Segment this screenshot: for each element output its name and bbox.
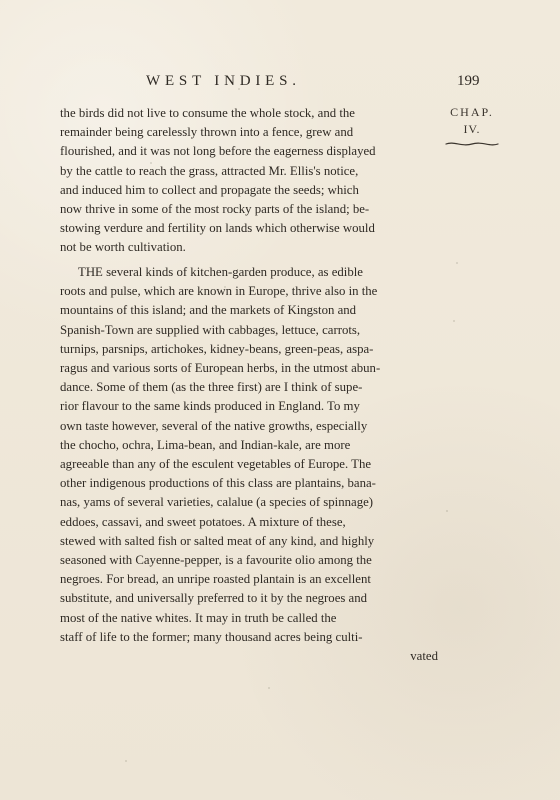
text-line: THE several kinds of kitchen-garden produce, as edible	[78, 265, 363, 279]
text-line: negroes. For bread, an unripe roasted plantain is an excellent	[60, 572, 371, 587]
text-line: Spanish-Town are supplied with cabbages, lettuce, carrots,	[60, 322, 361, 337]
text-line: not be worth cultivation.	[60, 240, 186, 255]
text-line: rior flavour to the same kinds produced in England. To my	[60, 399, 360, 414]
text-line: nas, yams of several varieties, calalue (a species of spinnage)	[60, 495, 374, 510]
text-line: own taste however, several of the native growths, especially	[60, 418, 368, 433]
paper-speck	[268, 687, 270, 689]
text-line: roots and pulse, which are known in Europe, thrive also in the	[60, 284, 378, 299]
page-header	[0, 73, 560, 93]
text-line: flourished, and it was not long before the eagerness displayed	[60, 144, 376, 159]
paper-speck	[446, 510, 448, 512]
chapter-marker	[442, 104, 502, 148]
text-line: other indigenous productions of this class are plantains, bana-	[60, 476, 376, 491]
text-line: staff of life to the former; many thousand acres being culti-	[60, 629, 363, 644]
text-line: now thrive in some of the most rocky parts of the island; be-	[60, 202, 370, 217]
chapter-flourish-icon	[444, 140, 500, 148]
text-line: remainder being carelessly thrown into a fence, grew and	[60, 125, 354, 140]
paper-speck	[453, 320, 455, 322]
text-line: mountains of this island; and the markets of Kingston and	[60, 303, 357, 318]
catchword: vated	[410, 649, 438, 664]
paragraph-one	[60, 104, 438, 258]
text-line: stowing verdure and fertility on lands which otherwise would	[60, 221, 375, 236]
text-line: agreeable than any of the esculent vegetables of Europe. The	[60, 457, 372, 472]
paragraph-two	[60, 263, 438, 666]
page-number: 199	[457, 73, 480, 89]
text-line: the birds did not live to consume the whole stock, and the	[60, 106, 355, 120]
running-head: WEST INDIES.	[146, 73, 301, 89]
text-line: eddoes, cassavi, and sweet potatoes. A mixture of these,	[60, 514, 346, 529]
text-line: dance. Some of them (as the three first) are I think of supe-	[60, 380, 363, 395]
text-line: seasoned with Cayenne-pepper, is a favourite olio among the	[60, 553, 372, 568]
paper-speck	[125, 760, 127, 762]
paper-speck	[224, 286, 226, 288]
paper-speck	[150, 162, 152, 164]
text-line: by the cattle to reach the grass, attracted Mr. Ellis's notice,	[60, 163, 359, 178]
paper-speck	[456, 262, 458, 264]
text-line: most of the native whites. It may in truth be called the	[60, 610, 337, 625]
text-line: substitute, and universally preferred to it by the negroes and	[60, 591, 368, 606]
text-line: and induced him to collect and propagate the seeds; which	[60, 182, 359, 197]
paper-speck	[238, 88, 240, 90]
chapter-number: IV.	[463, 122, 481, 136]
text-line: ragus and various sorts of European herbs, in the utmost abun-	[60, 361, 381, 376]
chapter-label: CHAP.	[450, 105, 494, 119]
text-line: stewed with salted fish or salted meat of any kind, and highly	[60, 533, 375, 548]
text-line: the chocho, ochra, Lima-bean, and Indian-kale, are more	[60, 437, 351, 452]
text-line: turnips, parsnips, artichokes, kidney-beans, green-peas, aspa-	[60, 341, 374, 356]
